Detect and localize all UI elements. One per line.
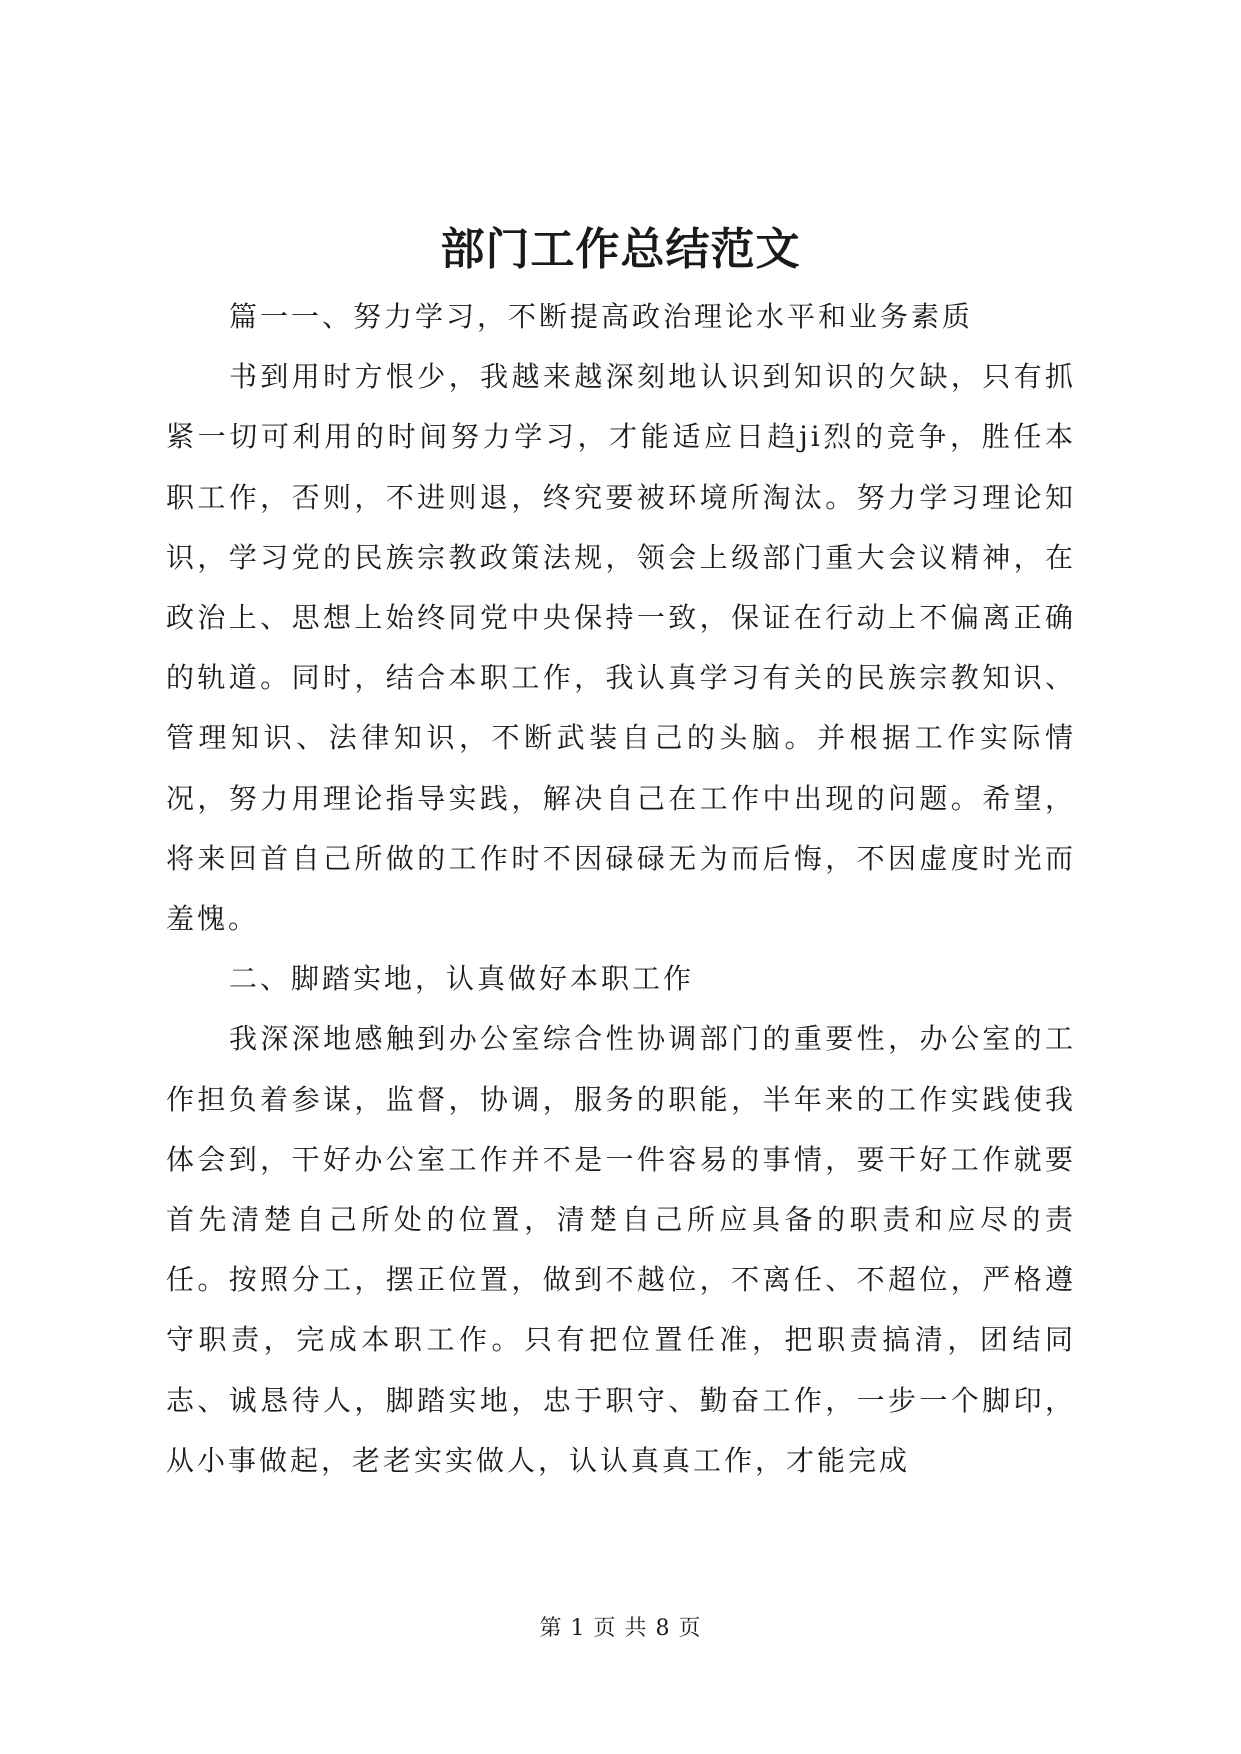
body-paragraph-1: 书到用时方恨少，我越来越深刻地认识到知识的欠缺，只有抓紧一切可利用的时间努力学习，才能适应日趋ji烈的竞争，胜任本职工作，否则，不进则退，终究要被环境所淘汰。努力学习理论知识，学习党的民族宗教政策法规，领会上级部门重大会议精神，在政治上、思想上始终同党中央保持一致，保证在行动上不偏离正确的轨道。同时，结合本职工作，我认真学习有关的民族宗教知识、管理知识、法律知识，不断武装自己的头脑。并根据工作实际情况，努力用理论指导实践，解决自己在工作中出现的问题。希望，将来回首自己所做的工作时不因碌碌无为而后悔，不因虚度时光而羞愧。 [166, 360, 1076, 936]
body-paragraph-2: 我深深地感触到办公室综合性协调部门的重要性，办公室的工作担负着参谋，监督，协调，服务的职能，半年来的工作实践使我体会到，干好办公室工作并不是一件容易的事情，要干好工作就要首先清楚自己所处的位置，清楚自己所应具备的职责和应尽的责任。按照分工，摆正位置，做到不越位，不离任、不超位，严格遵守职责，完成本职工作。只有把位置任准，把职责搞清，团结同志、诚恳待人，脚踏实地，忠于职守、勤奋工作，一步一个脚印，从小事做起，老老实实做人，认认真真工作，才能完成 [166, 1022, 1076, 1477]
document-body [166, 287, 1076, 1491]
page-footer: 第 1 页 共 8 页 [539, 1616, 702, 1641]
document-title: 部门工作总结范文 [440, 224, 801, 275]
section-heading-2: 二、脚踏实地，认真做好本职工作 [229, 962, 695, 996]
section-heading-1: 篇一一、努力学习，不断提高政治理论水平和业务素质 [229, 300, 974, 333]
